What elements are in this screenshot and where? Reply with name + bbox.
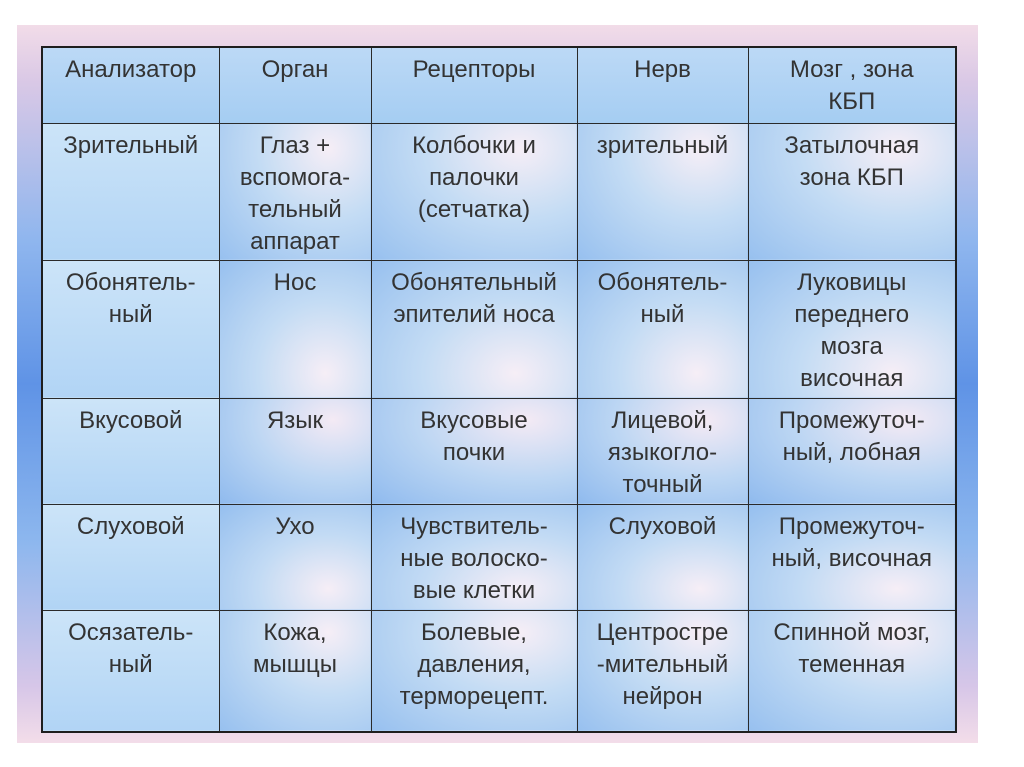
- cell-analyzer: Осязатель- ный: [42, 610, 219, 732]
- cell-organ: Нос: [219, 260, 371, 398]
- table-row: [42, 398, 956, 504]
- header-brain-zone: Мозг , зона КБП: [748, 47, 956, 123]
- header-receptors: Рецепторы: [371, 47, 577, 123]
- header-organ: Орган: [219, 47, 371, 123]
- cell-brain-zone: Луковицы переднего мозга височная: [748, 260, 956, 398]
- cell-nerve: Центростре -мительный нейрон: [577, 610, 748, 732]
- cell-receptors: Чувствитель- ные волоско- вые клетки: [371, 504, 577, 610]
- cell-receptors: Колбочки и палочки (сетчатка): [371, 123, 577, 260]
- table-header-row: [42, 47, 956, 123]
- cell-receptors: Вкусовые почки: [371, 398, 577, 504]
- header-nerve: Нерв: [577, 47, 748, 123]
- cell-organ: Ухо: [219, 504, 371, 610]
- cell-receptors: Болевые, давления, терморецепт.: [371, 610, 577, 732]
- cell-analyzer: Слуховой: [42, 504, 219, 610]
- header-analyzer: Анализатор: [42, 47, 219, 123]
- cell-analyzer: Вкусовой: [42, 398, 219, 504]
- table-row: [42, 504, 956, 610]
- cell-brain-zone: Промежуточ- ный, лобная: [748, 398, 956, 504]
- cell-brain-zone: Затылочная зона КБП: [748, 123, 956, 260]
- cell-nerve: Слуховой: [577, 504, 748, 610]
- cell-analyzer: Обонятель- ный: [42, 260, 219, 398]
- cell-nerve: Обонятель- ный: [577, 260, 748, 398]
- cell-nerve: Лицевой, языкогло- точный: [577, 398, 748, 504]
- table-row: [42, 260, 956, 398]
- cell-analyzer: Зрительный: [42, 123, 219, 260]
- table-row: [42, 610, 956, 732]
- cell-nerve: зрительный: [577, 123, 748, 260]
- cell-brain-zone: Спинной мозг, теменная: [748, 610, 956, 732]
- cell-brain-zone: Промежуточ- ный, височная: [748, 504, 956, 610]
- table-row: [42, 123, 956, 260]
- cell-organ: Кожа, мышцы: [219, 610, 371, 732]
- cell-organ: Язык: [219, 398, 371, 504]
- cell-receptors: Обонятельный эпителий носа: [371, 260, 577, 398]
- cell-organ: Глаз + вспомога- тельный аппарат: [219, 123, 371, 260]
- analyzer-table: [41, 46, 957, 733]
